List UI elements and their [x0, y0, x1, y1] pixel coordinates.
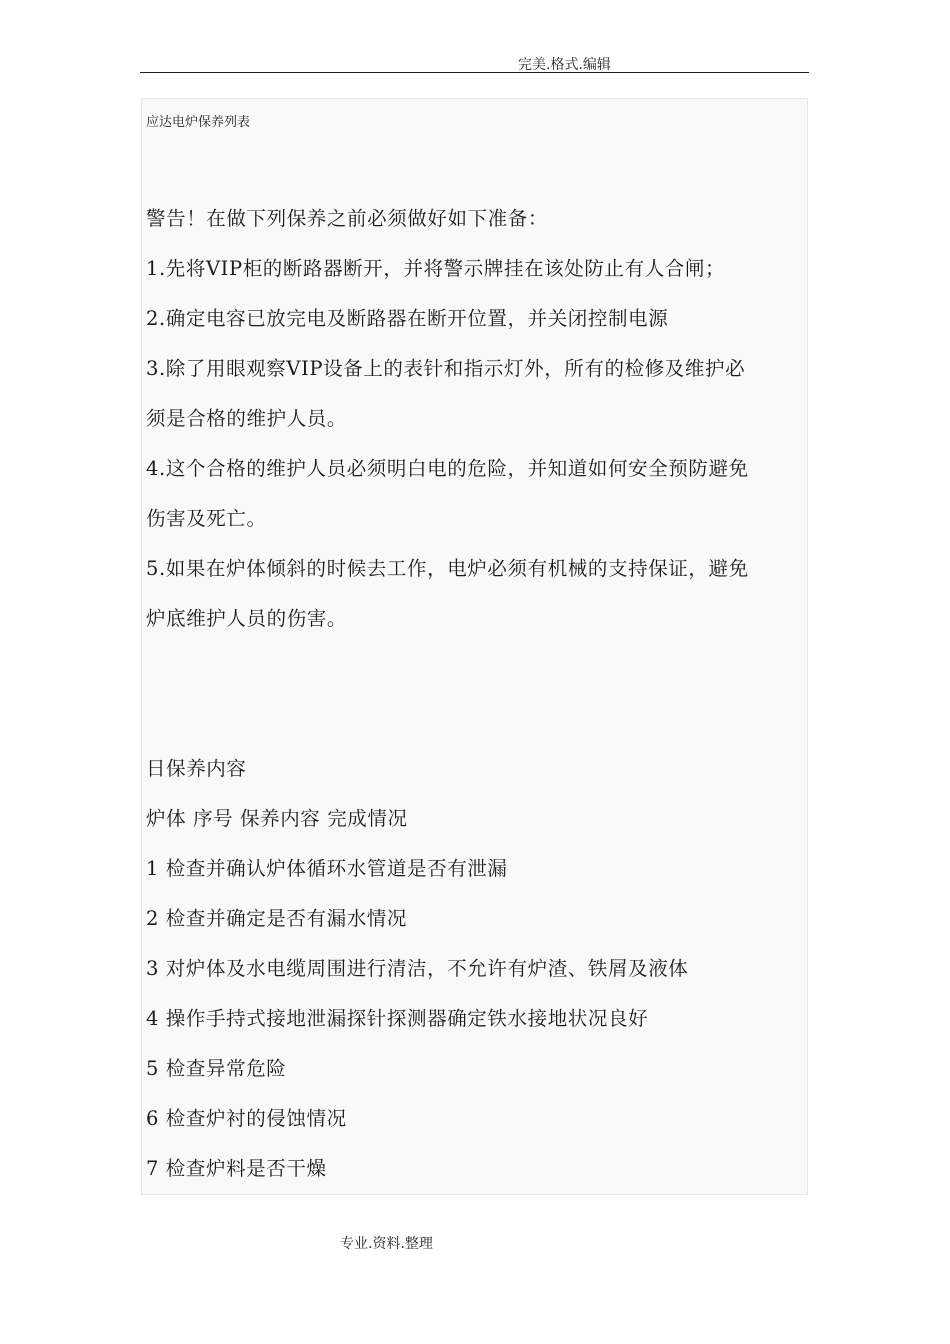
list-item: 6 检查炉衬的侵蚀情况 [146, 1107, 347, 1130]
daily-heading: 日保养内容 [146, 757, 247, 780]
list-item: 2 检查并确定是否有漏水情况 [146, 907, 408, 930]
daily-column-headers: 炉体 序号 保养内容 完成情况 [146, 807, 408, 830]
warning-line: 4.这个合格的维护人员必须明白电的危险，并知道如何安全预防避免 [146, 457, 749, 480]
warning-line: 2.确定电容已放完电及断路器在断开位置，并关闭控制电源 [146, 307, 669, 330]
document-body [141, 98, 808, 1195]
document-title: 应达电炉保养列表 [146, 115, 251, 130]
warning-heading: 警告！在做下列保养之前必须做好如下准备： [146, 207, 549, 230]
warning-line: 5.如果在炉体倾斜的时候去工作，电炉必须有机械的支持保证，避免 [146, 557, 749, 580]
header-divider [140, 72, 809, 73]
list-item: 1 检查并确认炉体循环水管道是否有泄漏 [146, 857, 508, 880]
page-footer-text: 专业.资料.整理 [340, 1236, 433, 1252]
warning-line: 3.除了用眼观察VIP设备上的表针和指示灯外，所有的检修及维护必 [146, 357, 746, 380]
list-item: 5 检查异常危险 [146, 1057, 287, 1080]
warning-line: 伤害及死亡。 [146, 507, 267, 530]
page-header-text: 完美.格式.编辑 [518, 57, 611, 73]
warning-line: 须是合格的维护人员。 [146, 407, 348, 430]
list-item: 7 检查炉料是否干燥 [146, 1157, 327, 1180]
list-item: 3 对炉体及水电缆周围进行清洁，不允许有炉渣、铁屑及液体 [146, 957, 689, 980]
list-item: 4 操作手持式接地泄漏探针探测器确定铁水接地状况良好 [146, 1007, 649, 1030]
warning-line: 1.先将VIP柜的断路器断开，并将警示牌挂在该处防止有人合闸； [146, 257, 726, 280]
warning-line: 炉底维护人员的伤害。 [146, 607, 348, 630]
